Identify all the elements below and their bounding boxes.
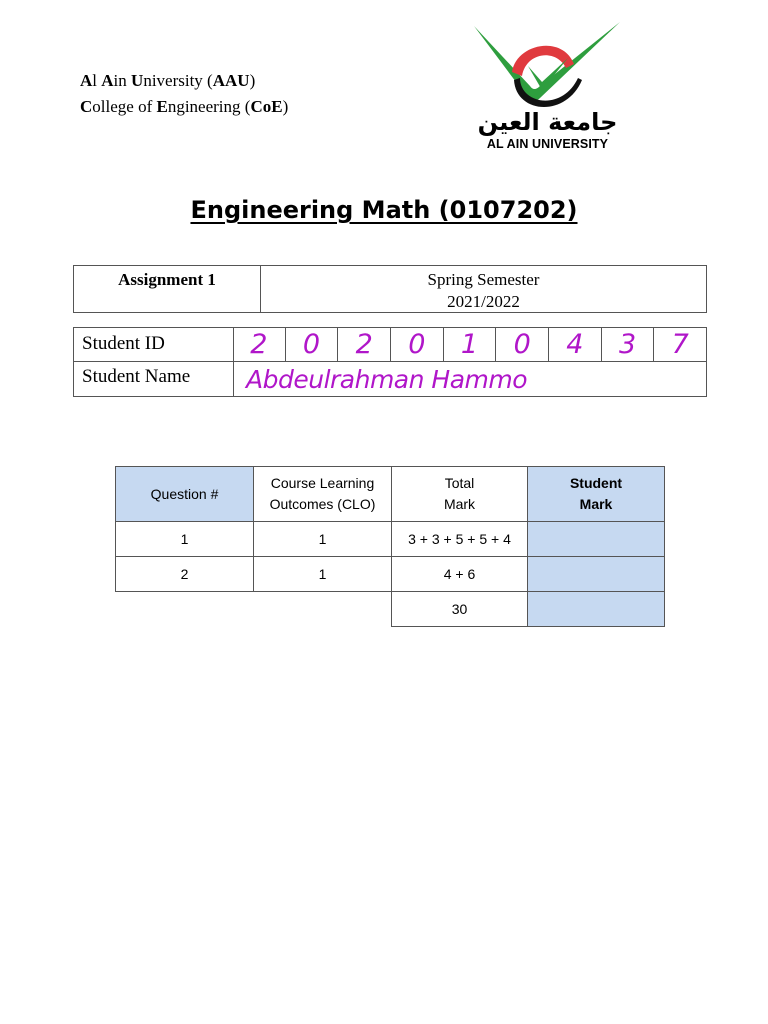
table-row <box>116 557 665 592</box>
cell-question: 1 <box>116 522 254 557</box>
assignment-name: Assignment 1 <box>74 266 261 312</box>
empty-cell <box>116 592 254 627</box>
header-total-line1: Total <box>444 475 475 491</box>
student-id-digit: 4 <box>549 328 602 361</box>
student-id-label: Student ID <box>82 333 165 354</box>
header-clo-line1: Course Learning <box>270 475 375 491</box>
student-id-digits <box>233 328 706 361</box>
table-header-row <box>116 467 665 522</box>
student-name-label: Student Name <box>82 366 191 387</box>
cell-student-mark[interactable] <box>528 522 665 557</box>
empty-cell <box>254 592 392 627</box>
student-id-digit: 2 <box>233 328 286 361</box>
university-name: Al Ain University (AAU) <box>80 71 256 90</box>
semester-name: Spring Semester <box>427 270 540 289</box>
header-total <box>392 467 528 522</box>
cell-grand-total: 30 <box>392 592 528 627</box>
college-name: College of Engineering (CoE) <box>80 97 289 116</box>
university-header <box>80 68 288 120</box>
header-question: Question # <box>116 467 254 522</box>
page-title: Engineering Math (0107202) <box>190 196 578 224</box>
student-id-digit: 0 <box>391 328 444 361</box>
cell-student-mark[interactable] <box>528 557 665 592</box>
header-student-line2: Mark <box>579 496 613 512</box>
student-id-digit: 1 <box>444 328 497 361</box>
cell-total: 3 + 3 + 5 + 5 + 4 <box>392 522 528 557</box>
cell-clo: 1 <box>254 557 392 592</box>
student-id-digit: 2 <box>338 328 391 361</box>
student-id-digit: 3 <box>602 328 655 361</box>
header-clo-line2: Outcomes (CLO) <box>269 496 376 512</box>
logo-english-text: AL AIN UNIVERSITY <box>486 137 609 151</box>
logo-arabic-text: جامعة العين <box>477 108 618 136</box>
header-total-line2: Mark <box>443 496 476 512</box>
cell-total: 4 + 6 <box>392 557 528 592</box>
student-id-digit: 0 <box>496 328 549 361</box>
table-row <box>116 522 665 557</box>
cell-question: 2 <box>116 557 254 592</box>
semester-cell <box>261 266 706 315</box>
marks-table <box>115 466 665 627</box>
semester-year: 2021/2022 <box>447 292 520 311</box>
cell-clo: 1 <box>254 522 392 557</box>
header-student-line1: Student <box>569 475 623 491</box>
student-name-handwritten: Abdeulrahman Hammo <box>246 365 528 394</box>
student-id-digit: 0 <box>286 328 339 361</box>
assignment-box <box>73 265 707 313</box>
total-row <box>116 592 665 627</box>
student-info-box <box>73 327 707 397</box>
student-id-digit: 7 <box>671 329 689 360</box>
header-clo <box>254 467 392 522</box>
cell-student-total[interactable] <box>528 592 665 627</box>
header-student-mark <box>528 467 665 522</box>
logo-green-chevron <box>474 22 620 101</box>
